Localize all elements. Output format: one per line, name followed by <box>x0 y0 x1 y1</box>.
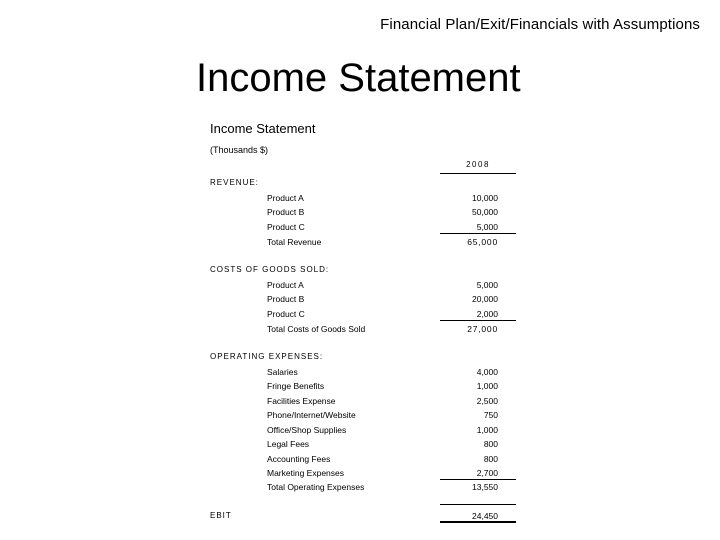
section-cogs: COSTS OF GOODS SOLD: <box>210 265 330 274</box>
total-revenue-value: 65,000 <box>467 237 498 247</box>
cogs-item-label: Product B <box>267 294 305 304</box>
total-cogs-value: 27,000 <box>467 324 498 334</box>
opex-item-value: 750 <box>483 410 498 420</box>
opex-item-label: Accounting Fees <box>267 454 331 464</box>
breadcrumb: Financial Plan/Exit/Financials with Assumptions <box>380 16 700 33</box>
cogs-item-value: 20,000 <box>472 294 498 304</box>
ebit-label: EBIT <box>210 511 232 520</box>
opex-item-label: Marketing Expenses <box>267 468 345 478</box>
opex-item-label: Salaries <box>267 367 298 377</box>
opex-item-value: 1,000 <box>476 381 498 391</box>
opex-item-label: Legal Fees <box>267 439 310 449</box>
total-opex-label: Total Operating Expenses <box>267 482 365 492</box>
opex-item-value: 4,000 <box>476 367 498 377</box>
revenue-item-value: 10,000 <box>472 193 498 203</box>
revenue-item-label: Product C <box>267 222 305 232</box>
units-label: (Thousands $) <box>210 145 269 155</box>
statement-title: Income Statement <box>210 121 316 136</box>
opex-item-value: 800 <box>483 439 498 449</box>
cogs-item-value: 2,000 <box>476 309 498 319</box>
revenue-item-value: 5,000 <box>476 222 498 232</box>
ebit-value: 24,450 <box>472 511 498 521</box>
cogs-item-label: Product C <box>267 309 305 319</box>
section-revenue: REVENUE: <box>210 178 259 187</box>
revenue-item-label: Product B <box>267 207 305 217</box>
year-underline <box>440 173 516 174</box>
opex-item-value: 1,000 <box>476 425 498 435</box>
revenue-item-value: 50,000 <box>472 207 498 217</box>
total-revenue-label: Total Revenue <box>267 237 322 247</box>
opex-item-label: Fringe Benefits <box>267 381 325 391</box>
subtotal-rule <box>440 320 516 321</box>
ebit-top-rule <box>440 504 516 505</box>
opex-item-value: 2,700 <box>476 468 498 478</box>
total-opex-value: 13,550 <box>472 482 498 492</box>
year-header: 2008 <box>466 160 490 169</box>
revenue-item-label: Product A <box>267 193 304 203</box>
subtotal-rule <box>440 479 516 480</box>
opex-item-value: 800 <box>483 454 498 464</box>
total-cogs-label: Total Costs of Goods Sold <box>267 324 366 334</box>
opex-item-label: Phone/Internet/Website <box>267 410 356 420</box>
section-opex: OPERATING EXPENSES: <box>210 352 324 361</box>
subtotal-rule <box>440 233 516 234</box>
opex-item-label: Office/Shop Supplies <box>267 425 347 435</box>
opex-item-label: Facilities Expense <box>267 396 336 406</box>
ebit-double-rule <box>440 521 516 523</box>
cogs-item-label: Product A <box>267 280 304 290</box>
cogs-item-value: 5,000 <box>476 280 498 290</box>
opex-item-value: 2,500 <box>476 396 498 406</box>
page-title: Income Statement <box>196 56 521 100</box>
